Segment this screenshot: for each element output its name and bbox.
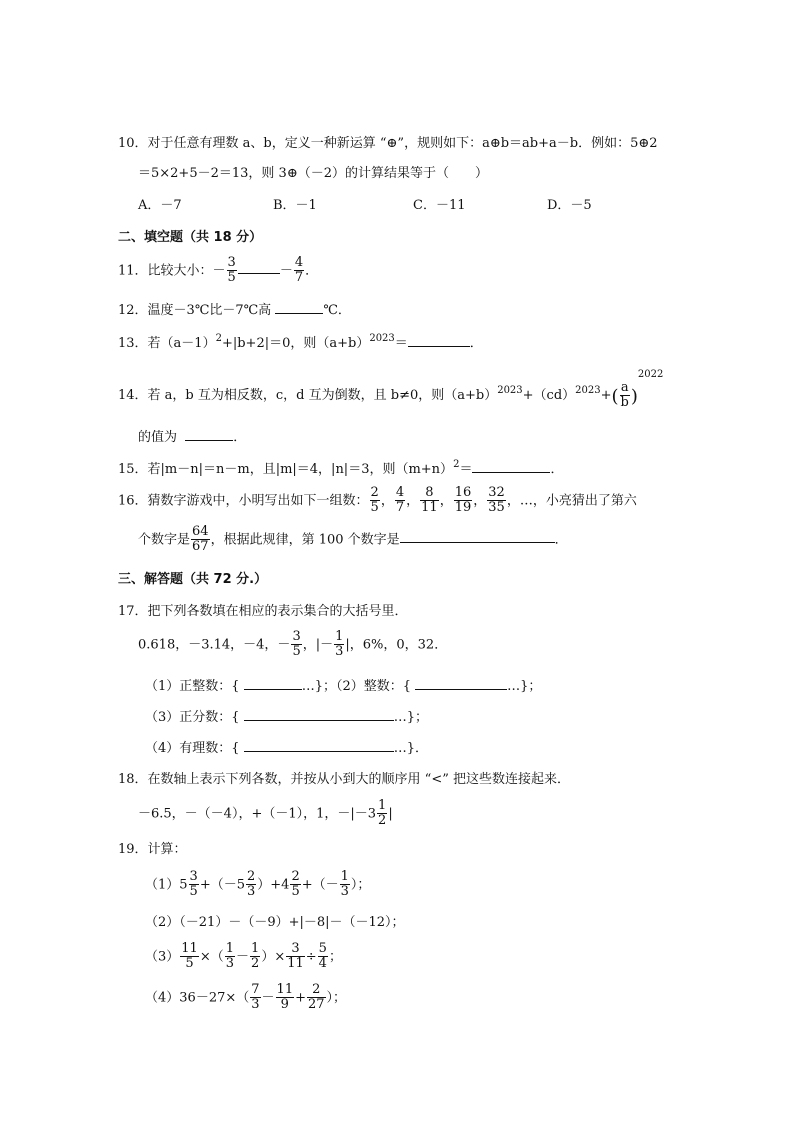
q18-numbers: －6.5，－（－4），+（－1），1，－|－3 $\frac{1}{2}$ | xyxy=(138,798,393,829)
q12-text: 12．温度－3℃比－7℃高 xyxy=(118,303,272,318)
q11-answer-blank[interactable] xyxy=(238,262,280,274)
q17-positive-fractions-blank[interactable] xyxy=(244,709,394,721)
q14-answer-blank[interactable] xyxy=(185,429,233,441)
q17-integers-blank[interactable] xyxy=(415,678,507,690)
q13: 13．若$(a-1)^2+|b+2|=0$，则$(a+b)^{2023}=$ ． xyxy=(118,333,483,351)
q15-answer-blank[interactable] xyxy=(472,461,550,473)
section-solve-title: 三、解答题（共 72 分.） xyxy=(118,572,268,587)
q10-option-a: A．－7 xyxy=(138,198,182,213)
q12: 12．温度－3℃比－7℃高 ℃． xyxy=(118,303,351,318)
q14-line2: 的值为 ． xyxy=(138,430,247,445)
q17-set-3: （3）正分数：{ …}； xyxy=(145,710,428,725)
q18-title: 18．在数轴上表示下列各数，并按从小到大的顺序用 “<” 把这些数连接起来． xyxy=(118,772,570,787)
q16-fraction-4: $\frac{16}{19}$ xyxy=(454,485,472,516)
q16-fraction-3: $\frac{8}{11}$ xyxy=(421,485,438,516)
q19-title: 19．计算： xyxy=(118,842,187,857)
q11-fraction-b: $\frac{4}{7}$ xyxy=(294,255,304,286)
q17-rationals-blank[interactable] xyxy=(244,740,394,752)
q19-part-1: （1）5 $\frac{3}{5}$ +（－5 $\frac{2}{3}$ ）+4 $\frac{2}{5}$ +（－ $\frac{1}{3}$ ）； xyxy=(145,869,371,900)
q11-fraction-a: $\frac{3}{5}$ xyxy=(227,255,236,286)
q10-option-c: C．－11 xyxy=(413,198,466,213)
q16-line2: 个数字是 $\frac{64}{67}$ ，根据此规律，第 100 个数字是 ． xyxy=(138,524,568,555)
q12-answer-blank[interactable] xyxy=(275,302,323,314)
q19-part-2: （2）（－21）－（－9）+|－8|－（－12）； xyxy=(145,915,405,930)
q17-numbers: 0.618，－3.14，－4，－ $\frac{3}{5}$ ，|－ $\frac{1}{3}$ |，6%，0，32． xyxy=(138,629,448,660)
q16-fraction-6: $\frac{64}{67}$ xyxy=(192,524,209,555)
q17-set-4: （4）有理数：{ …}． xyxy=(145,741,428,756)
q16-line1: 16．猜数字游戏中，小明写出如下一组数： $\frac{2}{5}$ ， $\frac{4}{7}$ ， $\frac{8}{11}$ ， $\frac{16}{19}$ ， $\frac{32}{35}$ ，…，小亮猜出了第六 xyxy=(118,485,637,516)
q10-line2: ＝5×2+5－2＝13，则 3⊕（－2）的计算结果等于（ ） xyxy=(138,166,488,181)
q13-answer-blank[interactable] xyxy=(408,335,470,347)
q19-part-4: （4）36－27×（ $\frac{7}{3}$ － $\frac{11}{9}$ + $\frac{2}{27}$ ）； xyxy=(145,982,347,1013)
q16-answer-blank[interactable] xyxy=(400,531,555,543)
q17-fraction: $\frac{3}{5}$ xyxy=(292,629,301,660)
q15: 15．若|m－n|＝n－m，且|m|＝4，|n|＝3，则$(m+n)^2=$ ． xyxy=(118,459,564,477)
q10-option-d: D．－5 xyxy=(547,198,592,213)
q16-fraction-1: $\frac{2}{5}$ xyxy=(370,485,379,516)
q17-sets-1-2: （1）正整数：{ …}；（2）整数：{ …}； xyxy=(145,679,542,694)
q18-mixed-fraction: $\frac{1}{2}$ xyxy=(378,798,387,829)
section-fill-blank-title: 二、填空题（共 18 分） xyxy=(118,230,263,245)
q16-fraction-5: $\frac{32}{35}$ xyxy=(488,485,505,516)
q14: 14．若 a，b 互为相反数，c，d 互为倒数，且 b≠0，则$(a+b)^{2023}+(cd)^{2023}+$( $\frac{a}{b}$ )$^{2022}$ xyxy=(118,369,664,410)
q10-option-b: B．－1 xyxy=(273,198,317,213)
q17-fraction-2: $\frac{1}{3}$ xyxy=(335,629,344,660)
q11: 11．比较大小：－ $\frac{3}{5}$ － $\frac{4}{7}$ ． xyxy=(118,255,319,286)
q14-fraction: $\frac{a}{b}$ xyxy=(620,379,629,410)
q19-part-3: （3） $\frac{11}{5}$ ×（ $\frac{1}{3}$ － $\frac{1}{2}$ ）× $\frac{3}{11}$ ÷ $\frac{5}{4}$ ； xyxy=(145,941,342,972)
q17-positive-integers-blank[interactable] xyxy=(244,678,302,690)
q16-fraction-2: $\frac{4}{7}$ xyxy=(395,485,405,516)
q17-title: 17．把下列各数填在相应的表示集合的大括号里． xyxy=(118,604,408,619)
q10-line1: 10．对于任意有理数 a、b，定义一种新运算 “⊕”，规则如下：a⊕b＝ab+a－b．例如：5⊕2 xyxy=(118,136,658,151)
q11-prefix: 11．比较大小：－ xyxy=(118,263,226,279)
